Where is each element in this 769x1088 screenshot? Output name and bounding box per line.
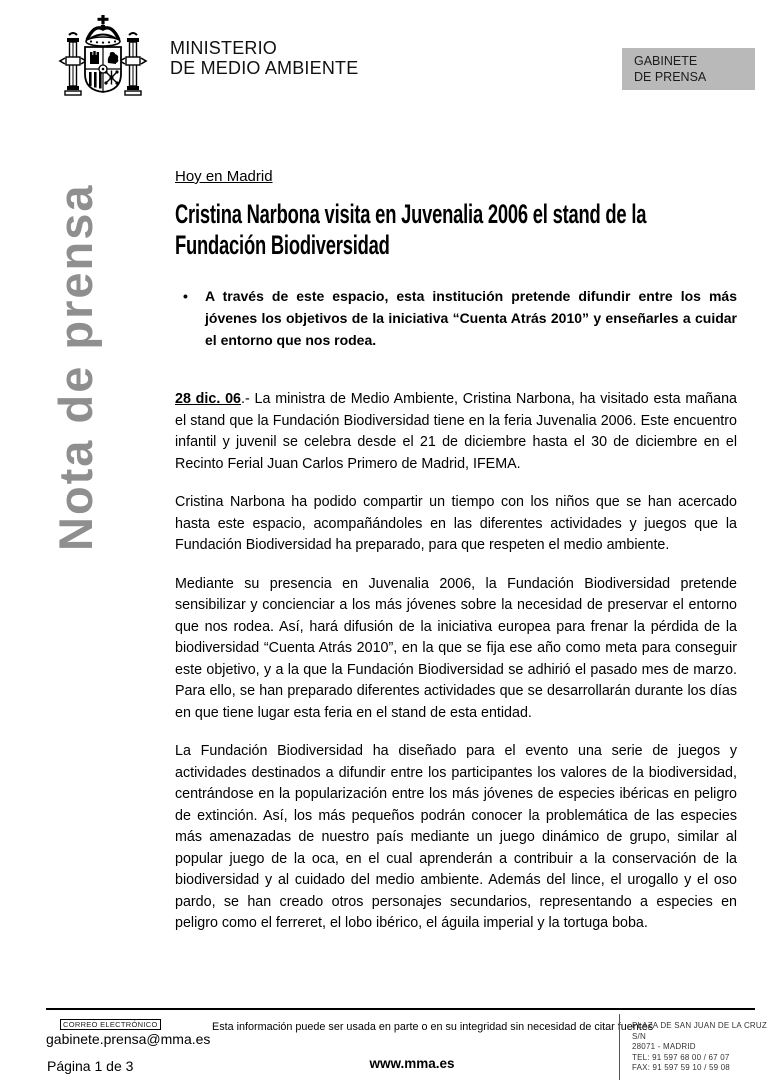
dateline-kicker: Hoy en Madrid <box>175 168 273 185</box>
ministry-line-2: DE MEDIO AMBIENTE <box>170 58 359 78</box>
press-note-vertical-banner: Nota de prensa <box>49 183 102 551</box>
document-body <box>175 168 737 952</box>
summary-bullet <box>175 285 737 351</box>
press-office-email: gabinete.prensa@mma.es <box>46 1031 211 1047</box>
ministry-website: www.mma.es <box>369 1056 455 1071</box>
summary-bullet-text: A través de este espacio, esta institución pretende difundir entre los más jóvenes los objetivos de la iniciativa “Cuenta Atrás 2010” y enseñarles a cuidar el entorno que nos rodea. <box>205 288 737 348</box>
paragraph-4: La Fundación Biodiversidad ha diseñado para el evento una serie de juegos y actividades destinados a difundir entre los participantes los valores de la biodiversidad, centrándose en la popularización entre los más jóvenes de especies ibéricas en peligro de extinción. Así, los más pequeños podrán conocer la problemática de las especies más amenazadas de nuestro país mediante un juego dinámico de grupo, similar al popular juego de la oca, en el cual aprenderán a contribuir a la conservación de la biodiversidad y al cuidado del medio ambiente. Además del lince, el urogallo y el oso pardo, se han creado otros personajes secundarios, representando a especies en peligro como el ferreret, el lobo ibérico, el águila imperial y la tortuga boba. <box>175 743 737 931</box>
ministry-name <box>170 38 358 78</box>
press-office-badge-line-2: DE PRENSA <box>634 70 707 84</box>
ministry-line-1: MINISTERIO <box>170 38 278 58</box>
press-office-badge-line-1: GABINETE <box>634 54 698 68</box>
address-divider <box>619 1014 620 1080</box>
paragraph-2: Cristina Narbona ha podido compartir un tiempo con los niños que se han acercado hasta este espacio, acompañándoles en las diferentes actividades y juegos que la Fundación Biodiversidad ha preparado, para que respeten el medio ambiente. <box>175 494 737 553</box>
date-lead: 28 dic. 06 <box>175 391 241 407</box>
address-line-1: PLAZA DE SAN JUAN DE LA CRUZ S/N <box>632 1021 767 1041</box>
title-line-2: Fundación Biodiversidad <box>175 230 390 260</box>
address-line-4: FAX: 91 597 59 10 / 59 08 <box>632 1063 730 1072</box>
page-number: Página 1 de 3 <box>47 1058 134 1074</box>
press-office-badge <box>622 48 755 90</box>
address-line-3: TEL: 91 597 68 00 / 67 07 <box>632 1052 730 1062</box>
page-title <box>175 199 739 261</box>
paragraph-1 <box>175 389 737 475</box>
paragraph-3: Mediante su presencia en Juvenalia 2006, la Fundación Biodiversidad pretende sensibilizar y concienciar a los más jóvenes sobre la necesidad de preservar el entorno que nos rodea. Así, hará difusión de la iniciativa europea para frenar la pérdida de la biodiversidad “Cuenta Atrás 2010”, en la que se fija ese año como meta para conseguir este objetivo, y a la que la Fundación Biodiversidad se adhirió el pasado mes de marzo. Para ello, se han preparado diferentes actividades que se desarrollarán durante los días en que tiene lugar esta feria en el stand de esta entidad. <box>175 575 737 721</box>
email-label-box: CORREO ELECTRÓNICO <box>60 1019 161 1030</box>
spain-coat-of-arms-icon <box>57 14 149 110</box>
address-line-2: 28071 - MADRID <box>632 1042 696 1051</box>
bullet-marker-icon: • <box>183 288 188 304</box>
title-line-1: Cristina Narbona visita en Juvenalia 2006 el stand de la <box>175 199 647 229</box>
footer-legal-text: Esta información puede ser usada en parte o en su integridad sin necesidad de citar fuentes <box>212 1021 654 1033</box>
footer-divider <box>46 1008 755 1010</box>
paragraph-1-text: .- La ministra de Medio Ambiente, Cristina Narbona, ha visitado esta mañana el stand que la Fundación Biodiversidad tiene en la feria Juvenalia 2006. Este encuentro infantil y juvenil se celebra desde el 21 de diciembre hasta el 30 de diciembre en el Recinto Ferial Juan Carlos Primero de Madrid, IFEMA. <box>175 391 737 472</box>
ministry-address <box>632 1021 769 1074</box>
